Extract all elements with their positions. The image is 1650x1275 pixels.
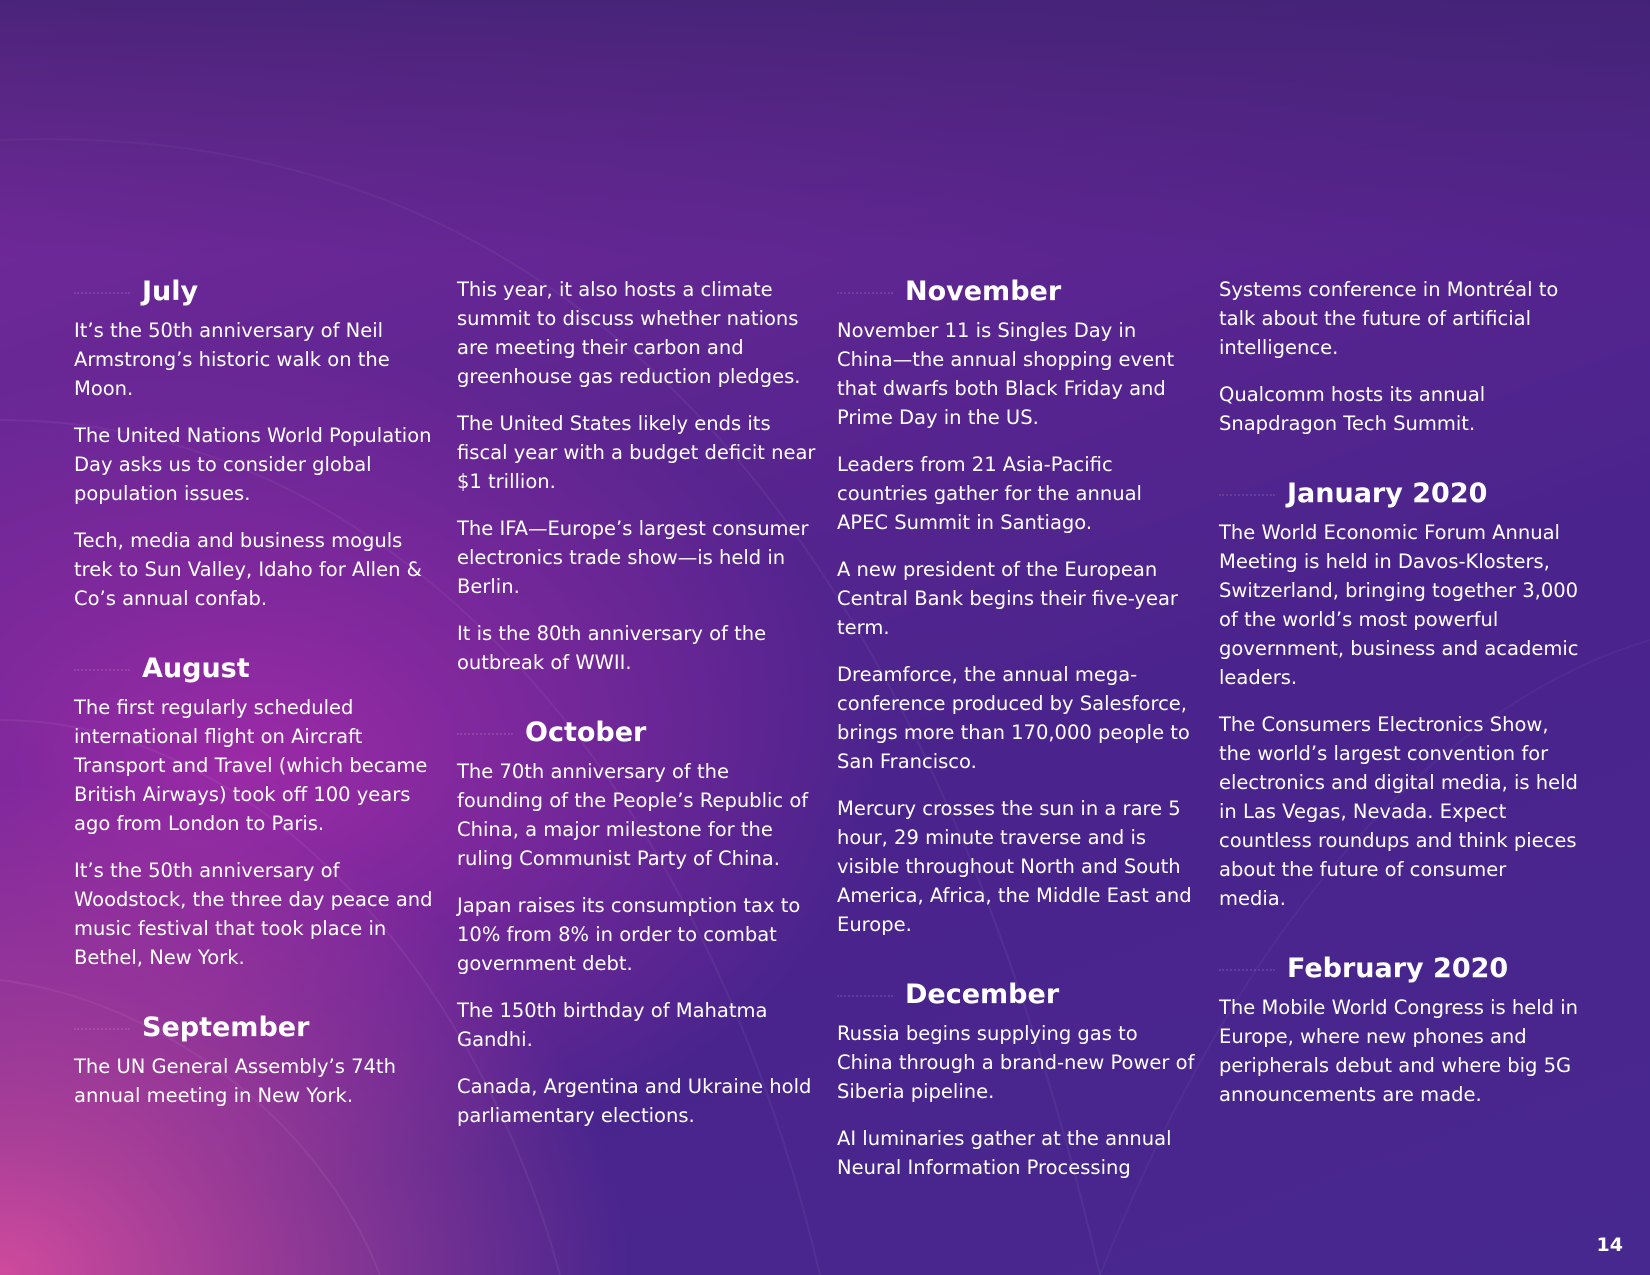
month-heading-february-2020: February 2020 (1219, 949, 1579, 989)
entry: The World Economic Forum Annual Meeting is held in Davos-Klosters, Switzerland, bringing together 3,000 of the world’s most powerful government, business and academic leaders. (1219, 521, 1579, 689)
column-2 (457, 275, 817, 1148)
entry: The first regularly scheduled international flight on Aircraft Transport and Travel (which became British Airways) took off 100 years ago from London to Paris. (74, 696, 428, 835)
section-july (74, 272, 434, 613)
month-heading-august: August (74, 649, 434, 689)
column-3 (837, 272, 1197, 1200)
month-heading-december: December (837, 975, 1197, 1015)
entry: The United States likely ends its fiscal year with a budget deficit near $1 trillion. (457, 412, 816, 493)
section-december-continued (1219, 275, 1579, 438)
section-september-continued (457, 275, 817, 677)
entry: The UN General Assembly’s 74th annual meeting in New York. (74, 1055, 396, 1107)
section-december (837, 975, 1197, 1182)
section-february-2020 (1219, 949, 1579, 1109)
entry: Canada, Argentina and Ukraine hold parliamentary elections. (457, 1075, 812, 1127)
month-heading-november: November (837, 272, 1197, 312)
entry: Japan raises its consumption tax to 10% from 8% in order to combat government debt. (457, 894, 801, 975)
section-january-2020 (1219, 474, 1579, 913)
entry: The Mobile World Congress is held in Europe, where new phones and peripherals debut and where big 5G announcements are made. (1219, 996, 1578, 1106)
entry: Qualcomm hosts its annual Snapdragon Tech Summit. (1219, 383, 1486, 435)
entry: It is the 80th anniversary of the outbreak of WWII. (457, 622, 767, 674)
entry: The 150th birthday of Mahatma Gandhi. (457, 999, 768, 1051)
section-august (74, 649, 434, 972)
month-heading-september: September (74, 1008, 434, 1048)
entry: Russia begins supplying gas to China through a brand-new Power of Siberia pipeline. (837, 1022, 1195, 1103)
entry: November 11 is Singles Day in China—the annual shopping event that dwarfs both Black Friday and Prime Day in the US. (837, 319, 1175, 429)
section-september (74, 1008, 434, 1110)
entry: It’s the 50th anniversary of Woodstock, the three day peace and music festival that took place in Bethel, New York. (74, 859, 433, 969)
entry: AI luminaries gather at the annual Neural Information Processing (837, 1127, 1172, 1179)
entry: A new president of the European Central Bank begins their five-year term. (837, 558, 1178, 639)
entry: Systems conference in Montréal to talk about the future of artificial intelligence. (1219, 278, 1559, 359)
month-heading-october: October (457, 713, 817, 753)
column-4 (1219, 275, 1579, 1127)
entry: The 70th anniversary of the founding of the People’s Republic of China, a major milestone for the ruling Communist Party of China. (457, 760, 809, 870)
top-shade (0, 0, 1650, 260)
entry: Leaders from 21 Asia-Pacific countries gather for the annual APEC Summit in Santiago. (837, 453, 1142, 534)
entry: Tech, media and business moguls trek to Sun Valley, Idaho for Allen & Co’s annual confab. (74, 529, 422, 610)
column-1 (74, 272, 434, 1128)
entry: It’s the 50th anniversary of Neil Armstrong’s historic walk on the Moon. (74, 319, 390, 400)
month-heading-july: July (74, 272, 434, 312)
section-november (837, 272, 1197, 939)
entry: This year, it also hosts a climate summit to discuss whether nations are meeting their carbon and greenhouse gas reduction pledges. (457, 278, 801, 388)
entry: The United Nations World Population Day asks us to consider global population issues. (74, 424, 432, 505)
section-october (457, 713, 817, 1130)
entry: Mercury crosses the sun in a rare 5 hour, 29 minute traverse and is visible throughout North and South America, Africa, the Middle East and Europe. (837, 797, 1192, 936)
page-number: 14 (1596, 1234, 1623, 1256)
month-heading-january-2020: January 2020 (1219, 474, 1579, 514)
entry: Dreamforce, the annual mega-conference produced by Salesforce, brings more than 170,000 people to San Francisco. (837, 663, 1190, 773)
entry: The Consumers Electronics Show, the world’s largest convention for electronics and digital media, is held in Las Vegas, Nevada. Expect countless roundups and think pieces about the future of consumer media. (1219, 713, 1578, 910)
entry: The IFA—Europe’s largest consumer electronics trade show—is held in Berlin. (457, 517, 809, 598)
